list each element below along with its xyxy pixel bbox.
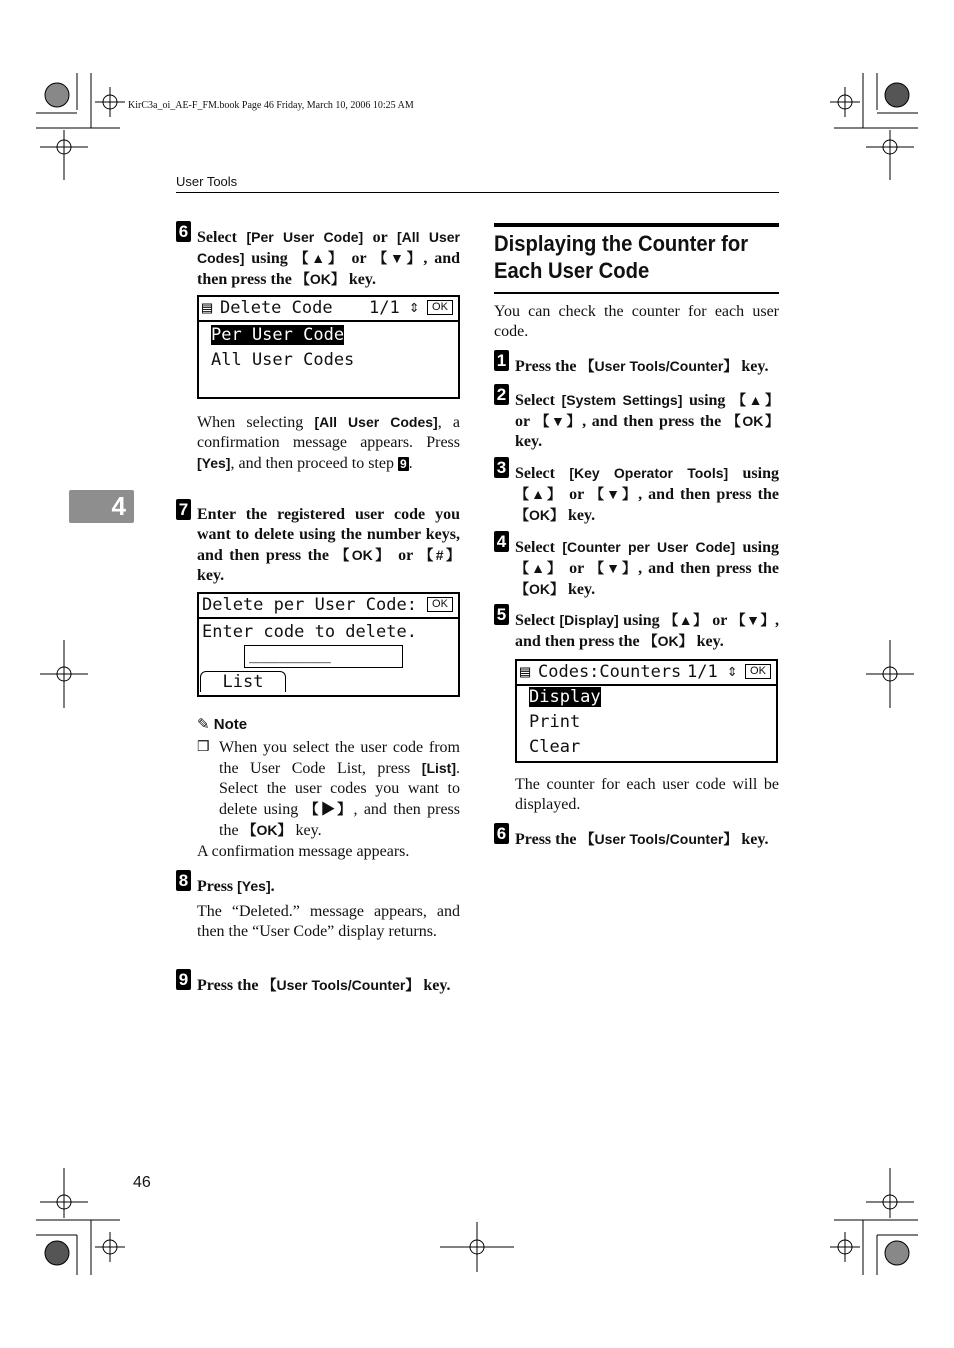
lcd-title: Codes:Counters [538, 662, 682, 682]
paragraph: A confirmation message appears. [197, 843, 410, 860]
section-rule-bottom [494, 292, 779, 294]
lcd-option[interactable]: Print [529, 712, 581, 732]
lcd-page: 1/1 [687, 662, 718, 682]
lcd-title-bar [199, 297, 458, 322]
step-3-text: Select [Key Operator Tools] using 【▲】 or 【▼】, and then press the 【OK】 key. [515, 465, 780, 524]
paragraph: When selecting [All User Codes], a confirmation message appears. Press [Yes], and then proceed to step 9 . [197, 414, 460, 472]
step-5-text: Select [Display] using 【▲】 or 【▼】, and then press the 【OK】 key. [515, 612, 780, 650]
lcd-option[interactable]: Clear [529, 737, 581, 757]
step-number: 3 [494, 457, 509, 478]
lcd-title-bar [517, 661, 776, 686]
step-number: 6 [176, 221, 191, 242]
lcd-delete-per-user-code [197, 592, 460, 697]
step-6-text-right: Press the 【User Tools/Counter】 key. [515, 831, 769, 848]
step-9-text: Press the 【User Tools/Counter】 key. [197, 977, 451, 994]
up-down-icon: ⇕ [727, 661, 738, 681]
lcd-page: 1/1 [369, 298, 400, 318]
menu-icon: ▤ [202, 298, 213, 318]
lcd-option-selected[interactable]: Display [529, 687, 601, 707]
intro-paragraph: You can check the counter for each user code. [494, 303, 779, 340]
step-1-text: Press the 【User Tools/Counter】 key. [515, 358, 769, 375]
step-6-text: Select [Per User Code] or [All User Codes] using 【▲】 or 【▼】, and then press the 【OK】 key. [197, 229, 461, 288]
note-text: When you select the user code from the User Code List, press [List]. Select the user codes you want to delete using 【▶】, and then press the 【OK】 key. [219, 739, 461, 839]
lcd-title: Delete per User Code: [202, 595, 417, 615]
checkbox-bullet-icon: ❒ [197, 740, 210, 755]
up-down-icon: ⇕ [409, 297, 420, 317]
lcd-delete-code [197, 295, 460, 399]
step-2-text: Select [System Settings] using 【▲】 or 【▼】, and then press the 【OK】 key. [515, 392, 780, 450]
lcd-title-bar [199, 594, 458, 619]
menu-icon: ▤ [520, 662, 531, 682]
ok-icon: OK [427, 300, 453, 315]
list-button[interactable]: List [200, 671, 286, 692]
step-number: 9 [176, 969, 191, 990]
step-number: 5 [494, 604, 509, 625]
step-number: 4 [494, 531, 509, 552]
code-input[interactable]: ________ [244, 645, 403, 668]
ok-icon: OK [427, 597, 453, 612]
step-number: 2 [494, 384, 509, 405]
note-heading: ✎ Note [197, 716, 248, 733]
book-info: KirC3a_oi_AE-F_FM.book Page 46 Friday, March 10, 2006 10:25 AM [128, 100, 414, 111]
lcd-option-selected[interactable]: Per User Code [211, 325, 345, 345]
lcd-option[interactable]: All User Codes [211, 350, 355, 370]
step-number: 6 [494, 823, 509, 844]
step-number: 1 [494, 350, 509, 371]
lcd-title: Delete Code [220, 298, 333, 318]
header-rule [176, 192, 779, 193]
step-number: 8 [176, 870, 191, 891]
section-rule-top [494, 223, 779, 227]
paragraph: The “Deleted.” message appears, and then the “User Code” display returns. [197, 903, 460, 940]
running-header: User Tools [176, 174, 238, 189]
pencil-icon: ✎ [197, 716, 210, 733]
step-number: 7 [176, 499, 191, 520]
step-8-text: Press [Yes]. [197, 878, 275, 895]
step-4-text: Select [Counter per User Code] using 【▲】 or 【▼】, and then press the 【OK】 key. [515, 539, 780, 598]
step-7-text: Enter the registered user code you want to delete using the number keys, and then press the 【OK】 or 【#】 key. [197, 506, 461, 584]
section-heading: Displaying the Counter for Each User Code [494, 231, 749, 283]
ok-icon: OK [745, 664, 771, 679]
page-number: 46 [133, 1174, 151, 1191]
lcd-codes-counters [515, 659, 778, 763]
paragraph: The counter for each user code will be displayed. [515, 776, 779, 813]
lcd-prompt: Enter code to delete. [202, 622, 417, 642]
chapter-tab: 4 [69, 490, 134, 523]
